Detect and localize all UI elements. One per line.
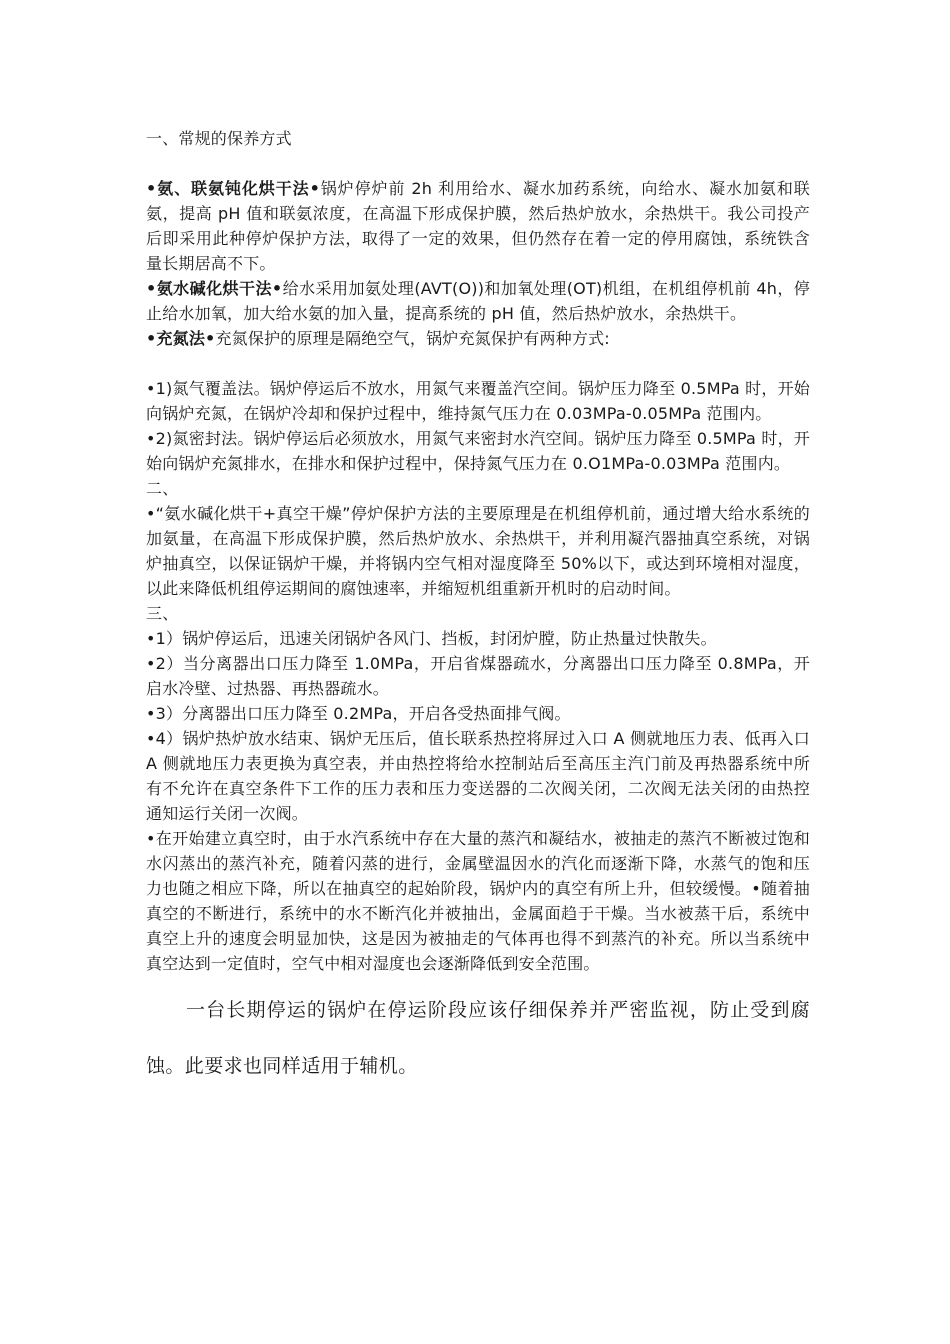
closing-paragraph: 一台长期停运的锅炉在停运阶段应该仔细保养并严密监视，防止受到腐蚀。此要求也同样适用于辅机。 (146, 999, 810, 1077)
paragraph-lead: •氨水碱化烘干法• (146, 279, 283, 298)
step-3: •3）分离器出口压力降至 0.2MPa，开启各受热面排气阀。 (146, 704, 571, 723)
paragraph-lead: •氨、联氨钝化烘干法• (146, 179, 320, 198)
step-1: •1）锅炉停运后，迅速关闭锅炉各风门、挡板，封闭炉膛，防止热量过快散失。 (146, 629, 717, 648)
paragraph-ammonia-hydrazine (146, 176, 810, 276)
paragraph-nitrogen-seal: •2)氮密封法。锅炉停运后必须放水，用氮气来密封水汽空间。锅炉压力降至 0.5MPa 时，开始向锅炉充氮排水，在排水和保护过程中，保持氮气压力在 0.O1MPa-0.03MPa 范围内。 (146, 429, 810, 473)
paragraph-ammonia-alkalization (146, 276, 810, 326)
document-body (146, 126, 810, 1094)
paragraph-lead: •充氮法• (146, 329, 216, 348)
paragraph-vacuum-principle: •“氨水碱化烘干+真空干燥”停炉保护方法的主要原理是在机组停机前，通过增大给水系统的加氨量，在高温下形成保护膜，然后热炉放水、余热烘干，并利用凝汽器抽真空系统，对锅炉抽真空，以保证锅炉干燥，并将锅内空气相对湿度降至 50%以下，或达到环境相对湿度，以此来降低机组停运期间的腐蚀速率，并缩短机组重新开机时的启动时间。 (146, 504, 810, 598)
paragraph-nitrogen (146, 326, 810, 351)
step-4: •4）锅炉热炉放水结束、锅炉无压后，值长联系热控将屏过入口 A 侧就地压力表、低再入口 A 侧就地压力表更换为真空表，并由热控将给水控制站后至高压主汽门前及再热器系统中所有不允许在真空条件下工作的压力表和压力变送器的二次阀关闭，二次阀无法关闭的由热控通知运行关闭一次阀。 (146, 729, 810, 823)
paragraph-text: 给水采用加氨处理(AVT(O))和加氧处理(OT)机组，在机组停机前 4h，停止给水加氧，加大给水氨的加入量，提高系统的 pH 值，然后热炉放水，余热烘干。 (146, 279, 810, 323)
section-heading-2: 二、 (146, 479, 179, 498)
paragraph-vacuum-process: •在开始建立真空时，由于水汽系统中存在大量的蒸汽和凝结水，被抽走的蒸汽不断被过饱和水闪蒸出的蒸汽补充，随着闪蒸的进行，金属壁温因水的汽化而逐渐下降，水蒸气的饱和压力也随之相应下降，所以在抽真空的起始阶段，锅炉内的真空有所上升，但较缓慢。•随着抽真空的不断进行，系统中的水不断汽化并被抽出，金属面趋于干燥。当水被蒸干后，系统中真空上升的速度会明显加快，这是因为被抽走的气体再也得不到蒸汽的补充。所以当系统中真空达到一定值时，空气中相对湿度也会逐渐降低到安全范围。 (146, 829, 810, 973)
blank-line (146, 351, 810, 376)
blank-line (146, 151, 810, 176)
step-2: •2）当分离器出口压力降至 1.0MPa，开启省煤器疏水，分离器出口压力降至 0.8MPa，开启水冷壁、过热器、再热器疏水。 (146, 654, 810, 698)
paragraph-text: 充氮保护的原理是隔绝空气，锅炉充氮保护有两种方式: (215, 329, 610, 348)
section-heading-1: 一、常规的保养方式 (146, 129, 292, 148)
paragraph-text: 锅炉停炉前 2h 利用给水、凝水加药系统，向给水、凝水加氨和联氨，提高 pH 值和联氨浓度，在高温下形成保护膜，然后热炉放水，余热烘干。我公司投产后即采用此种停炉保护方法，取得了一定的效果，但仍然存在着一定的停用腐蚀，系统铁含量长期居高不下。 (146, 179, 810, 273)
section-heading-3: 三、 (146, 604, 179, 623)
paragraph-nitrogen-cover: •1)氮气覆盖法。锅炉停运后不放水，用氮气来覆盖汽空间。锅炉压力降至 0.5MPa 时，开始向锅炉充氮，在锅炉冷却和保护过程中，维持氮气压力在 0.03MPa-0.05MPa 范围内。 (146, 379, 810, 423)
